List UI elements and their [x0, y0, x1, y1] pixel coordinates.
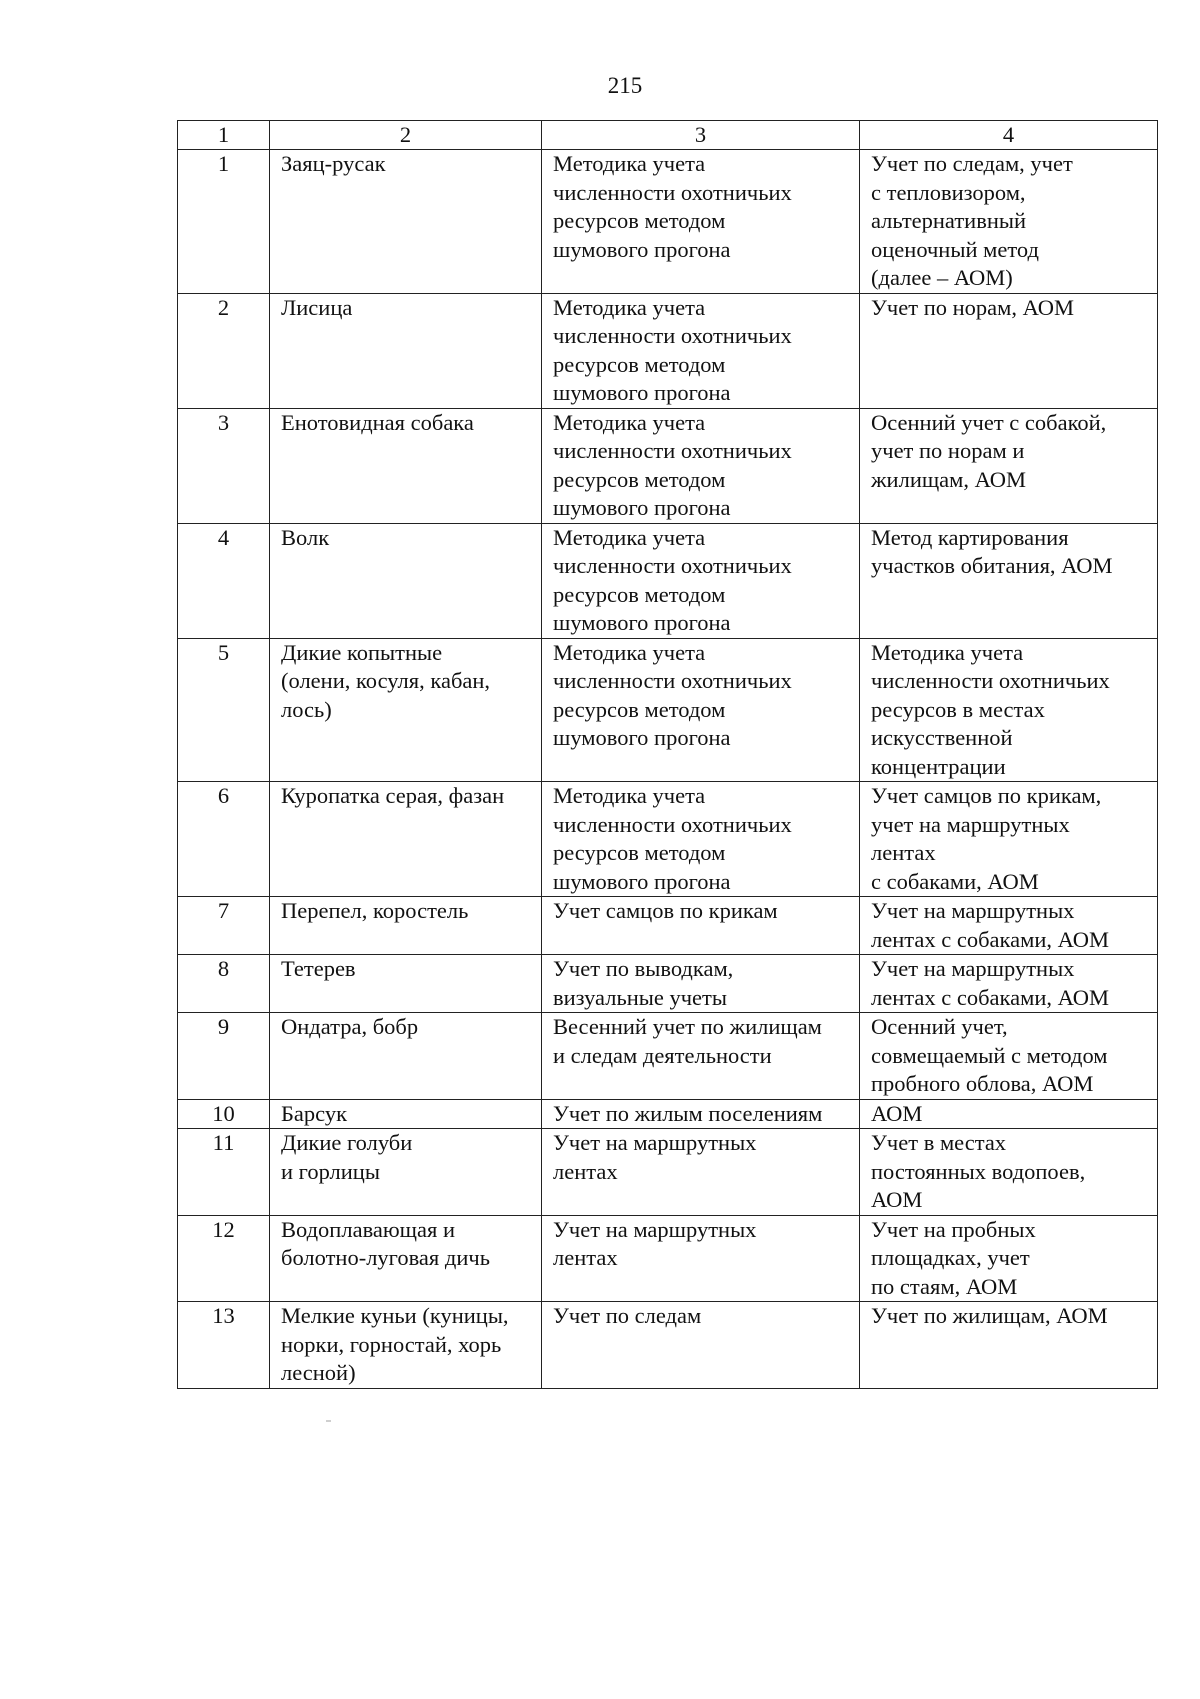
table-row — [178, 955, 1158, 1013]
table-row — [178, 1302, 1158, 1389]
method-cell: Методика учета численности охотничьих ресурсов методом шумового прогона — [542, 150, 860, 294]
method-cell: Учет по следам — [542, 1302, 860, 1389]
table-row — [178, 1215, 1158, 1302]
alt-method-cell: Учет на маршрутных лентах с собаками, АОМ — [860, 897, 1158, 955]
alt-method-cell: Учет по норам, АОМ — [860, 293, 1158, 408]
row-number: 2 — [178, 293, 270, 408]
row-number: 5 — [178, 638, 270, 782]
table-row — [178, 150, 1158, 294]
species-cell: Енотовидная собака — [270, 408, 542, 523]
column-header-4: 4 — [860, 121, 1158, 150]
species-cell: Заяц-русак — [270, 150, 542, 294]
table-row — [178, 782, 1158, 897]
row-number: 9 — [178, 1013, 270, 1100]
species-cell: Перепел, коростель — [270, 897, 542, 955]
alt-method-cell: Учет по жилищам, АОМ — [860, 1302, 1158, 1389]
row-number: 13 — [178, 1302, 270, 1389]
method-cell: Методика учета численности охотничьих ресурсов методом шумового прогона — [542, 523, 860, 638]
table-row — [178, 408, 1158, 523]
row-number: 4 — [178, 523, 270, 638]
alt-method-cell: Учет на маршрутных лентах с собаками, АОМ — [860, 955, 1158, 1013]
column-header-3: 3 — [542, 121, 860, 150]
table-row — [178, 897, 1158, 955]
method-cell: Методика учета численности охотничьих ресурсов методом шумового прогона — [542, 638, 860, 782]
method-cell: Учет самцов по крикам — [542, 897, 860, 955]
method-cell: Учет на маршрутных лентах — [542, 1215, 860, 1302]
alt-method-cell: Учет на пробных площадках, учет по стаям, АОМ — [860, 1215, 1158, 1302]
species-cell: Волк — [270, 523, 542, 638]
table-row — [178, 1129, 1158, 1216]
alt-method-cell: Учет самцов по крикам, учет на маршрутных лентах с собаками, АОМ — [860, 782, 1158, 897]
page-number: 215 — [607, 73, 643, 98]
species-cell: Лисица — [270, 293, 542, 408]
species-methods-table — [177, 120, 1158, 1389]
alt-method-cell: Учет по следам, учет с тепловизором, альтернативный оценочный метод (далее – АОМ) — [860, 150, 1158, 294]
alt-method-cell: Учет в местах постоянных водопоев, АОМ — [860, 1129, 1158, 1216]
species-cell: Мелкие куньи (куницы, норки, горностай, хорь лесной) — [270, 1302, 542, 1389]
method-cell: Методика учета численности охотничьих ресурсов методом шумового прогона — [542, 782, 860, 897]
row-number: 3 — [178, 408, 270, 523]
method-cell: Учет по выводкам, визуальные учеты — [542, 955, 860, 1013]
method-cell: Весенний учет по жилищам и следам деятельности — [542, 1013, 860, 1100]
column-header-1: 1 — [178, 121, 270, 150]
alt-method-cell: Осенний учет, совмещаемый с методом пробного облова, АОМ — [860, 1013, 1158, 1100]
row-number: 1 — [178, 150, 270, 294]
table-header-row — [178, 121, 1158, 150]
alt-method-cell: Методика учета численности охотничьих ресурсов в местах искусственной концентрации — [860, 638, 1158, 782]
species-cell: Ондатра, бобр — [270, 1013, 542, 1100]
species-cell: Тетерев — [270, 955, 542, 1013]
table-body — [178, 150, 1158, 1389]
row-number: 10 — [178, 1099, 270, 1129]
column-header-2: 2 — [270, 121, 542, 150]
species-cell: Дикие копытные (олени, косуля, кабан, лось) — [270, 638, 542, 782]
method-cell: Методика учета численности охотничьих ресурсов методом шумового прогона — [542, 408, 860, 523]
alt-method-cell: Метод картирования участков обитания, АОМ — [860, 523, 1158, 638]
method-cell: Методика учета численности охотничьих ресурсов методом шумового прогона — [542, 293, 860, 408]
method-cell: Учет по жилым поселениям — [542, 1099, 860, 1129]
table-row — [178, 638, 1158, 782]
species-cell: Куропатка серая, фазан — [270, 782, 542, 897]
species-cell: Барсук — [270, 1099, 542, 1129]
row-number: 11 — [178, 1129, 270, 1216]
alt-method-cell: АОМ — [860, 1099, 1158, 1129]
species-cell: Дикие голуби и горлицы — [270, 1129, 542, 1216]
alt-method-cell: Осенний учет с собакой, учет по норам и жилищам, АОМ — [860, 408, 1158, 523]
scan-speck — [326, 1420, 331, 1422]
table-row — [178, 1099, 1158, 1129]
row-number: 12 — [178, 1215, 270, 1302]
row-number: 8 — [178, 955, 270, 1013]
table-row — [178, 523, 1158, 638]
table-row — [178, 1013, 1158, 1100]
method-cell: Учет на маршрутных лентах — [542, 1129, 860, 1216]
row-number: 7 — [178, 897, 270, 955]
row-number: 6 — [178, 782, 270, 897]
table-row — [178, 293, 1158, 408]
species-cell: Водоплавающая и болотно-луговая дичь — [270, 1215, 542, 1302]
